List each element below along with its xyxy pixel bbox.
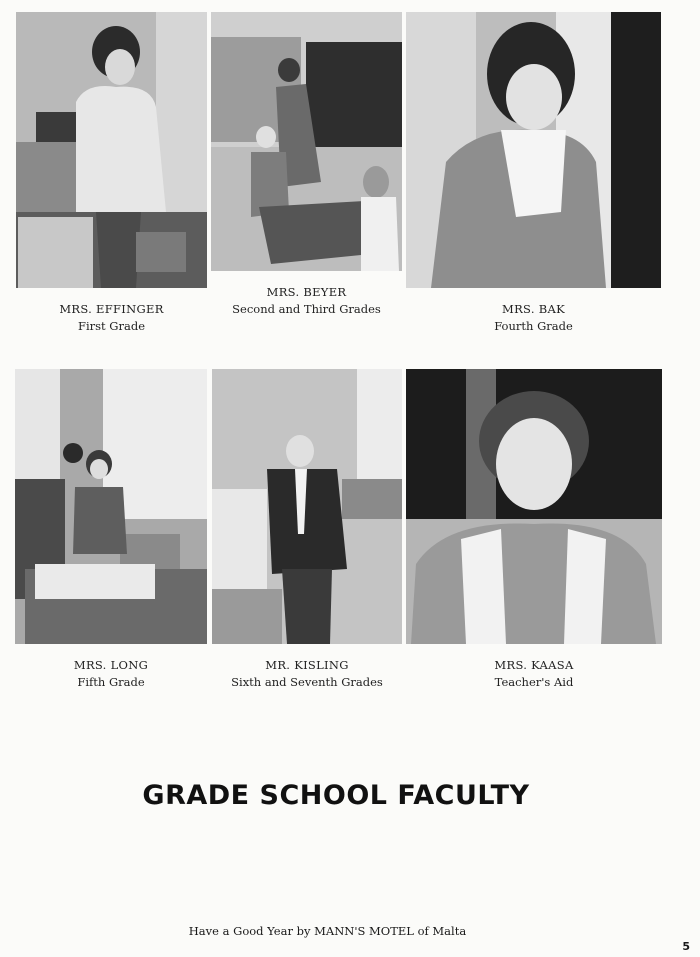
photo-effinger bbox=[16, 12, 207, 288]
photo-kisling bbox=[212, 369, 402, 644]
faculty-role: Second and Third Grades bbox=[232, 302, 381, 316]
faculty-name: MRS. LONG bbox=[73, 658, 149, 672]
caption-long bbox=[15, 657, 207, 691]
faculty-name: MRS. KAASA bbox=[494, 658, 574, 672]
faculty-name: MRS. BAK bbox=[502, 302, 565, 316]
page-title: GRADE SCHOOL FACULTY bbox=[142, 780, 530, 811]
photo-kaasa bbox=[406, 369, 662, 644]
caption-kaasa bbox=[406, 657, 662, 691]
faculty-role: Fifth Grade bbox=[77, 675, 145, 689]
page-number: 5 bbox=[682, 940, 690, 953]
footer-ad: Have a Good Year by MANN'S MOTEL of Malta bbox=[188, 924, 467, 938]
caption-kisling bbox=[202, 657, 412, 691]
caption-effinger bbox=[16, 301, 207, 335]
faculty-name: MRS. BEYER bbox=[266, 285, 347, 299]
caption-beyer bbox=[206, 284, 407, 318]
photo-long bbox=[15, 369, 207, 644]
caption-bak bbox=[406, 301, 661, 335]
photo-beyer bbox=[211, 12, 402, 271]
faculty-name: MR. KISLING bbox=[265, 658, 349, 672]
faculty-role: First Grade bbox=[77, 319, 146, 333]
faculty-role: Fourth Grade bbox=[494, 319, 573, 333]
faculty-role: Sixth and Seventh Grades bbox=[231, 675, 383, 689]
photo-bak bbox=[406, 12, 661, 288]
faculty-name: MRS. EFFINGER bbox=[59, 302, 164, 316]
faculty-role: Teacher's Aid bbox=[494, 675, 574, 689]
